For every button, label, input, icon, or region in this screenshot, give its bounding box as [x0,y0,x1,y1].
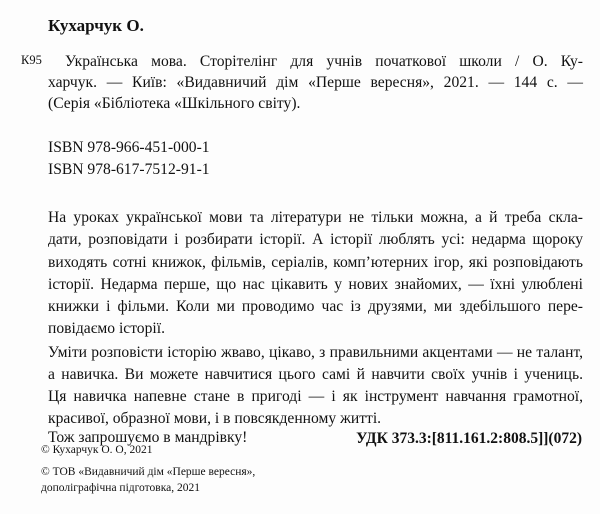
paragraph-line: дати, розповідати і розбирати історії. А історії люблять усі: недарма щороку [48,231,583,248]
paragraph-line: Ця навичка напевне стане в пригоді — і як інструмент навчання грамотної, [48,388,583,405]
paragraph-line: На уроках української мови та літератури не тільки можна, а й треба скла- [48,209,583,226]
paragraph-line: красивої, образної мови, і в повсякденному житті. [48,410,382,427]
bibliographic-line: Українська мова. Сторітелінг для учнів початкової школи / О. Ку- [65,53,583,70]
closing-line: Тож запрошуємо в мандрівку! [48,429,248,446]
publisher-copyright-line2: дополіграфічна підготовка, 2021 [41,482,200,494]
udk-code: УДК 373.3:[811.161.2:808.5]](072) [356,430,582,447]
isbn: ISBN 978-617-7512-91-1 [48,161,210,178]
classification-code: К95 [21,53,42,67]
bibliographic-line: харчук. — Київ: «Видавничий дім «Перше вересня», 2021. — 144 с. — [48,74,583,91]
author-name: Кухарчук О. [48,16,144,35]
paragraph-line: а навичка. Ви можете навчитися цього самі й навчити своїх учнів і учениць. [48,366,583,383]
paragraph-line: повідаємо історії. [48,320,165,337]
bibliographic-line: (Серія «Бібліотека «Шкільного світу). [48,95,301,112]
paragraph-line: книжки і фільми. Коли ми проводимо час із друзями, ми здебільшого пере- [48,298,583,315]
paragraph-line: Уміти розповісти історію жваво, цікаво, з правильними акцентами — не талант, [48,344,583,361]
paragraph-line: історії. Недарма перше, що нас цікавить у нових знайомих, — їхні улюблені [48,276,583,293]
author-copyright: © Кухарчук О. О, 2021 [41,444,153,456]
publisher-copyright: © ТОВ «Видавничий дім «Перше вересня», [41,466,256,478]
isbn: ISBN 978-966-451-000-1 [48,139,210,156]
paragraph-line: виходять сотні книжок, фільмів, серіалів, комп’ютерних ігор, які розповідають [48,254,583,271]
